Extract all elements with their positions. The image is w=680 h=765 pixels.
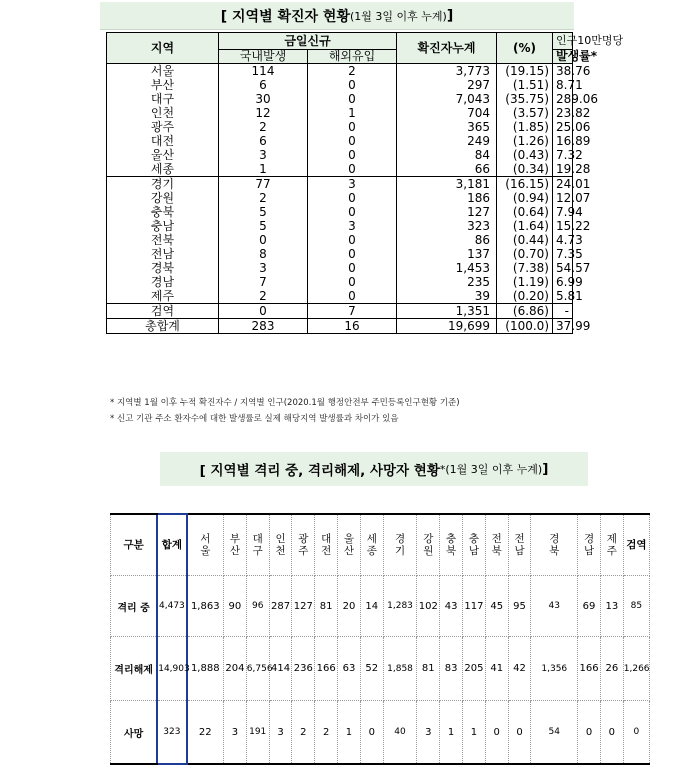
- percent-cell: (0.34): [497, 162, 553, 177]
- cumulative-cell: 137: [397, 247, 497, 261]
- cumulative-cell: 323: [397, 219, 497, 233]
- percent-cell: (16.15): [497, 177, 553, 192]
- header-region: [485, 514, 508, 576]
- value-cell: 166: [315, 637, 338, 701]
- header-region: [462, 514, 485, 576]
- region-cell: 서울: [107, 64, 219, 79]
- per100k-cell: 23.82: [553, 106, 573, 120]
- value-cell: 1,283: [383, 576, 417, 637]
- value-cell: 43: [531, 576, 578, 637]
- table-row: [107, 64, 573, 79]
- table-row: [111, 701, 650, 765]
- percent-cell: (100.0): [497, 319, 553, 334]
- header-label: 부산: [229, 533, 240, 557]
- header-region: [508, 514, 531, 576]
- value-cell: 52: [360, 637, 383, 701]
- value-cell: 205: [462, 637, 485, 701]
- value-cell: 41: [485, 637, 508, 701]
- domestic-cell: 3: [219, 261, 308, 275]
- percent-cell: (1.64): [497, 219, 553, 233]
- percent-cell: (35.75): [497, 92, 553, 106]
- value-cell: 0: [508, 701, 531, 765]
- per100k-cell: 8.71: [553, 78, 573, 92]
- total-cell: 323: [157, 701, 186, 765]
- region-cell: 충북: [107, 205, 219, 219]
- overseas-cell: 7: [308, 304, 397, 319]
- percent-cell: (6.86): [497, 304, 553, 319]
- per100k-cell: 37.99: [553, 319, 573, 334]
- domestic-cell: 6: [219, 134, 308, 148]
- overseas-cell: 0: [308, 233, 397, 247]
- per100k-cell: 6.99: [553, 275, 573, 289]
- percent-cell: (1.26): [497, 134, 553, 148]
- overseas-cell: 16: [308, 319, 397, 334]
- header-region: 지역: [107, 33, 219, 64]
- value-cell: 0: [485, 701, 508, 765]
- value-cell: 414: [269, 637, 292, 701]
- region-cell: 대전: [107, 134, 219, 148]
- value-cell: 81: [315, 576, 338, 637]
- percent-cell: (0.94): [497, 191, 553, 205]
- value-cell: 85: [623, 576, 649, 637]
- row-label: 사망: [111, 701, 158, 765]
- region-cell: 대구: [107, 92, 219, 106]
- domestic-cell: 2: [219, 289, 308, 304]
- region-cell: 전남: [107, 247, 219, 261]
- header-label: 인천: [275, 533, 286, 557]
- overseas-cell: 0: [308, 134, 397, 148]
- region-cell: 울산: [107, 148, 219, 162]
- cumulative-cell: 235: [397, 275, 497, 289]
- table-row: [107, 162, 573, 177]
- header-label: 서울: [200, 533, 211, 557]
- region-cell: 인천: [107, 106, 219, 120]
- value-cell: 0: [360, 701, 383, 765]
- table2-title-close: ]: [542, 461, 549, 477]
- overseas-cell: 0: [308, 148, 397, 162]
- table2-title: [160, 452, 588, 486]
- percent-cell: (0.44): [497, 233, 553, 247]
- region-cell: 경기: [107, 177, 219, 192]
- total-cell: 14,903: [157, 637, 186, 701]
- table2-title-main: [ 지역별 격리 중, 격리해제, 사망자 현황: [199, 463, 440, 479]
- table-row: [111, 637, 650, 701]
- header-region: [531, 514, 578, 576]
- cumulative-cell: 3,181: [397, 177, 497, 192]
- header-region: [440, 514, 463, 576]
- per100k-cell: 25.06: [553, 120, 573, 134]
- header-label: 합계: [161, 539, 183, 551]
- region-cell: 총합계: [107, 319, 219, 334]
- table-row: [107, 106, 573, 120]
- value-cell: 117: [462, 576, 485, 637]
- percent-cell: (0.70): [497, 247, 553, 261]
- value-cell: 1,356: [531, 637, 578, 701]
- header-region: [338, 514, 361, 576]
- header-label: 경북: [549, 533, 560, 557]
- value-cell: 45: [485, 576, 508, 637]
- percent-cell: (7.38): [497, 261, 553, 275]
- percent-cell: (1.19): [497, 275, 553, 289]
- value-cell: 3: [223, 701, 246, 765]
- table-row: [107, 92, 573, 106]
- cumulative-cell: 84: [397, 148, 497, 162]
- cumulative-cell: 127: [397, 205, 497, 219]
- value-cell: 127: [292, 576, 315, 637]
- header-total: [157, 514, 186, 576]
- value-cell: 1: [338, 701, 361, 765]
- value-cell: 191: [246, 701, 269, 765]
- cumulative-cell: 86: [397, 233, 497, 247]
- per100k-cell: 54.57: [553, 261, 573, 275]
- value-cell: 69: [578, 576, 601, 637]
- domestic-cell: 7: [219, 275, 308, 289]
- value-cell: 102: [417, 576, 440, 637]
- value-cell: 22: [187, 701, 224, 765]
- cumulative-cell: 39: [397, 289, 497, 304]
- value-cell: 3: [417, 701, 440, 765]
- domestic-cell: 5: [219, 205, 308, 219]
- table-row: [107, 304, 573, 319]
- value-cell: 1: [440, 701, 463, 765]
- value-cell: 14: [360, 576, 383, 637]
- confirmed-cases-by-region-table: [106, 32, 624, 334]
- value-cell: 83: [440, 637, 463, 701]
- header-overseas: 해외유입: [308, 50, 397, 64]
- overseas-cell: 0: [308, 162, 397, 177]
- header-label: 대구: [252, 533, 263, 557]
- cumulative-cell: 186: [397, 191, 497, 205]
- value-cell: 63: [338, 637, 361, 701]
- per100k-cell: 7.94: [553, 205, 573, 219]
- header-category: [111, 514, 158, 576]
- domestic-cell: 3: [219, 148, 308, 162]
- value-cell: 1,888: [187, 637, 224, 701]
- table-row: [107, 319, 573, 334]
- overseas-cell: 0: [308, 191, 397, 205]
- header-region: [292, 514, 315, 576]
- table-row: [107, 134, 573, 148]
- row-label: 격리해제: [111, 637, 158, 701]
- overseas-cell: 0: [308, 120, 397, 134]
- table1-title-main: [ 지역별 확진자 현황: [220, 8, 350, 25]
- table1-title: [100, 2, 574, 30]
- table-row: [107, 275, 573, 289]
- per100k-cell: 7.35: [553, 247, 573, 261]
- domestic-cell: 0: [219, 304, 308, 319]
- cumulative-cell: 1,453: [397, 261, 497, 275]
- region-cell: 경남: [107, 275, 219, 289]
- domestic-cell: 0: [219, 233, 308, 247]
- header-region: [269, 514, 292, 576]
- header-region: [578, 514, 601, 576]
- header-cumulative: 확진자누계: [397, 33, 497, 64]
- table-row: [107, 177, 573, 192]
- value-cell: 90: [223, 576, 246, 637]
- region-cell: 검역: [107, 304, 219, 319]
- header-region: [600, 514, 623, 576]
- overseas-cell: 0: [308, 275, 397, 289]
- total-cell: 4,473: [157, 576, 186, 637]
- cumulative-cell: 249: [397, 134, 497, 148]
- value-cell: 42: [508, 637, 531, 701]
- overseas-cell: 2: [308, 64, 397, 79]
- region-cell: 전북: [107, 233, 219, 247]
- cumulative-cell: 297: [397, 78, 497, 92]
- percent-cell: (0.64): [497, 205, 553, 219]
- value-cell: 1: [462, 701, 485, 765]
- region-cell: 광주: [107, 120, 219, 134]
- overseas-cell: 0: [308, 92, 397, 106]
- domestic-cell: 12: [219, 106, 308, 120]
- domestic-cell: 5: [219, 219, 308, 233]
- value-cell: 1,858: [383, 637, 417, 701]
- cumulative-cell: 66: [397, 162, 497, 177]
- value-cell: 236: [292, 637, 315, 701]
- domestic-cell: 30: [219, 92, 308, 106]
- header-region: [315, 514, 338, 576]
- overseas-cell: 0: [308, 289, 397, 304]
- per100k-cell: 289.06: [553, 92, 573, 106]
- value-cell: 81: [417, 637, 440, 701]
- per100k-cell: 7.32: [553, 148, 573, 162]
- percent-cell: (19.15): [497, 64, 553, 79]
- header-region: [246, 514, 269, 576]
- header-label: 전북: [491, 533, 502, 557]
- value-cell: 0: [578, 701, 601, 765]
- header-daily-new: 금일신규: [219, 33, 397, 50]
- header-region: [223, 514, 246, 576]
- header-label: 전남: [514, 533, 525, 557]
- table1-title-close: ]: [446, 7, 454, 24]
- domestic-cell: 8: [219, 247, 308, 261]
- header-label: 충북: [446, 533, 457, 557]
- region-cell: 세종: [107, 162, 219, 177]
- footnotes: [110, 395, 460, 427]
- per100k-cell: 24.01: [553, 177, 573, 192]
- cumulative-cell: 1,351: [397, 304, 497, 319]
- per100k-cell: -: [553, 304, 573, 319]
- domestic-cell: 1: [219, 162, 308, 177]
- value-cell: 43: [440, 576, 463, 637]
- header-label: 검역: [626, 539, 647, 551]
- table1-title-sub: (1월 3일 이후 누계): [349, 9, 447, 23]
- table-row: [107, 78, 573, 92]
- overseas-cell: 3: [308, 219, 397, 233]
- header-label: 구분: [123, 539, 144, 551]
- table-row: [107, 205, 573, 219]
- overseas-cell: 1: [308, 106, 397, 120]
- region-cell: 경북: [107, 261, 219, 275]
- overseas-cell: 0: [308, 78, 397, 92]
- value-cell: 20: [338, 576, 361, 637]
- header-label: 세종: [366, 533, 377, 557]
- percent-cell: (3.57): [497, 106, 553, 120]
- footnote-1: * 지역별 1월 이후 누적 확진자수 / 지역별 인구(2020.1월 행정안전부 주민등록인구현황 기준): [110, 398, 460, 408]
- domestic-cell: 77: [219, 177, 308, 192]
- cumulative-cell: 19,699: [397, 319, 497, 334]
- per100k-cell: 12.07: [553, 191, 573, 205]
- percent-cell: (0.43): [497, 148, 553, 162]
- header-region: [187, 514, 224, 576]
- value-cell: 0: [623, 701, 649, 765]
- value-cell: 287: [269, 576, 292, 637]
- value-cell: 26: [600, 637, 623, 701]
- value-cell: 1,863: [187, 576, 224, 637]
- table-row: [107, 148, 573, 162]
- table-row: [107, 247, 573, 261]
- value-cell: 3: [269, 701, 292, 765]
- value-cell: 2: [292, 701, 315, 765]
- per100k-cell: 15.22: [553, 219, 573, 233]
- value-cell: 95: [508, 576, 531, 637]
- per100k-cell: 38.76: [553, 64, 573, 79]
- header-label: 제주: [606, 533, 617, 557]
- header-per100k-line1: 인구10만명당: [553, 33, 573, 50]
- percent-cell: (1.51): [497, 78, 553, 92]
- value-cell: 204: [223, 637, 246, 701]
- domestic-cell: 2: [219, 120, 308, 134]
- cumulative-cell: 704: [397, 106, 497, 120]
- table-row: [111, 576, 650, 637]
- cumulative-cell: 3,773: [397, 64, 497, 79]
- cumulative-cell: 7,043: [397, 92, 497, 106]
- header-per100k-line2: 발생률*: [553, 50, 573, 64]
- table-row: [107, 120, 573, 134]
- per100k-cell: 19.28: [553, 162, 573, 177]
- value-cell: 6,756: [246, 637, 269, 701]
- value-cell: 1,266: [623, 637, 649, 701]
- isolation-status-by-region-table: [110, 513, 650, 765]
- table2-title-sub: *(1월 3일 이후 누계): [439, 463, 543, 476]
- per100k-cell: 4.73: [553, 233, 573, 247]
- header-label: 강원: [423, 533, 434, 557]
- header-label: 대전: [321, 533, 332, 557]
- region-cell: 제주: [107, 289, 219, 304]
- overseas-cell: 0: [308, 247, 397, 261]
- row-label: 격리 중: [111, 576, 158, 637]
- header-region: [417, 514, 440, 576]
- header-region: [360, 514, 383, 576]
- value-cell: 96: [246, 576, 269, 637]
- overseas-cell: 3: [308, 177, 397, 192]
- value-cell: 54: [531, 701, 578, 765]
- header-label: 울산: [343, 533, 355, 557]
- value-cell: 166: [578, 637, 601, 701]
- domestic-cell: 283: [219, 319, 308, 334]
- cumulative-cell: 365: [397, 120, 497, 134]
- region-cell: 부산: [107, 78, 219, 92]
- table-row: [107, 191, 573, 205]
- table-row: [107, 261, 573, 275]
- value-cell: 0: [600, 701, 623, 765]
- header-region: [383, 514, 417, 576]
- domestic-cell: 2: [219, 191, 308, 205]
- overseas-cell: 0: [308, 205, 397, 219]
- header-region: [623, 514, 649, 576]
- region-cell: 충남: [107, 219, 219, 233]
- per100k-cell: 5.81: [553, 289, 573, 304]
- table-row: [107, 219, 573, 233]
- region-cell: 강원: [107, 191, 219, 205]
- value-cell: 13: [600, 576, 623, 637]
- domestic-cell: 6: [219, 78, 308, 92]
- header-domestic: 국내발생: [219, 50, 308, 64]
- percent-cell: (1.85): [497, 120, 553, 134]
- percent-cell: (0.20): [497, 289, 553, 304]
- domestic-cell: 114: [219, 64, 308, 79]
- table-row: [107, 289, 573, 304]
- header-label: 충남: [468, 533, 479, 557]
- table-row: [107, 233, 573, 247]
- value-cell: 2: [315, 701, 338, 765]
- header-label: 광주: [298, 533, 309, 557]
- footnote-2: * 신고 기관 주소 환자수에 대한 발생률로 실제 해당지역 발생률과 차이가 있음: [110, 414, 399, 424]
- overseas-cell: 0: [308, 261, 397, 275]
- header-label: 경기: [394, 533, 406, 557]
- header-percent: (%): [497, 33, 553, 64]
- header-label: 경남: [583, 533, 595, 557]
- per100k-cell: 16.89: [553, 134, 573, 148]
- value-cell: 40: [383, 701, 417, 765]
